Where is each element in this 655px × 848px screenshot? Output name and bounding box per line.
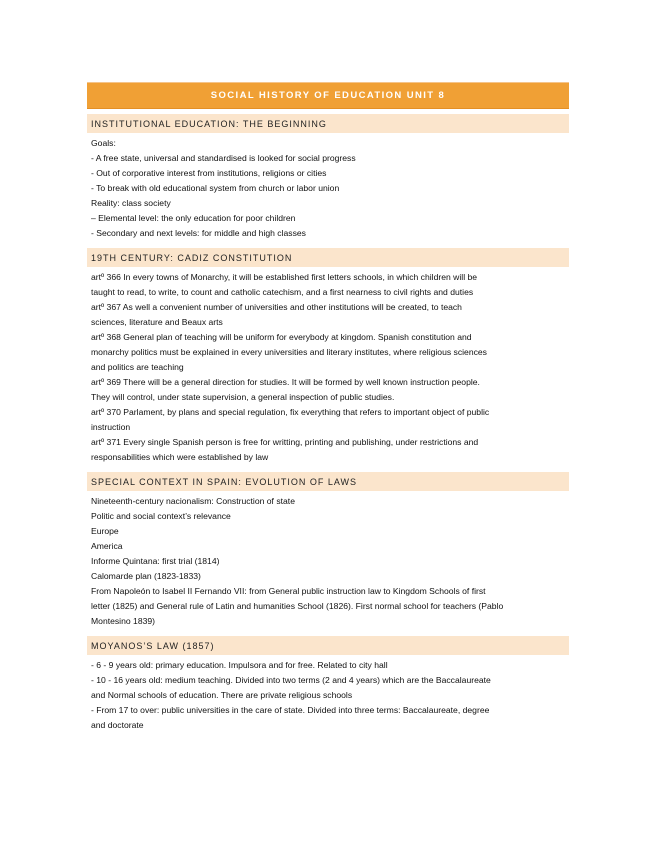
text-line: From Napoleón to Isabel II Fernando VII: from General public instruction law to Kingdom Schools of first [91,586,486,596]
text-line: taught to read, to write, to count and catholic catechism, and a first nearness to civil rights and duties [91,287,474,297]
text-line: Europe [91,526,119,536]
text-line: letter (1825) and General rule of Latin and humanities School (1826). First normal school for teachers (Pablo [91,601,504,611]
text-line: – Elemental level: the only education for poor children [91,213,296,223]
text-line: and Normal schools of education. There are private religious schools [91,690,353,700]
title-banner [87,82,569,109]
text-line: They will control, under state supervision, a general inspection of public studies. [91,392,395,402]
text-line: Nineteenth-century nacionalism: Construction of state [91,496,295,506]
text-line: artº 368 General plan of teaching will be uniform for everybody at kingdom. Spanish constitution and [91,332,472,342]
document-page [87,82,569,733]
section-body-institutional-education [87,133,569,241]
text-line: - 10 - 16 years old: medium teaching. Divided into two terms (2 and 4 years) which are the Baccalaureate [91,675,491,685]
section-heading-cadiz-constitution: 19TH CENTURY: CADIZ CONSTITUTION [87,248,569,267]
text-line: Calomarde plan (1823-1833) [91,571,201,581]
section-body-special-context-spain [87,491,569,629]
section-heading-institutional-education: INSTITUTIONAL EDUCATION: THE BEGINNING [87,114,569,133]
text-line: - 6 - 9 years old: primary education. Impulsora and for free. Related to city hall [91,660,388,670]
text-line: artº 366 In every towns of Monarchy, it will be established first letters schools, in which children will be [91,272,478,282]
text-line: artº 370 Parlament, by plans and special regulation, fix everything that refers to important object of public [91,407,490,417]
text-line: Reality: class society [91,198,171,208]
section-heading-moyanos-law: MOYANOS’S LAW (1857) [87,636,569,655]
text-line: Politic and social context’s relevance [91,511,231,521]
section-heading-special-context-spain: SPECIAL CONTEXT IN SPAIN: EVOLUTION OF LAWS [87,472,569,491]
text-line: Montesino 1839) [91,616,156,626]
text-line: monarchy politics must be explained in every universities and literary institutes, where religious sciences [91,347,487,357]
text-line: - A free state, universal and standardised is looked for social progress [91,153,356,163]
text-line: Goals: [91,138,116,148]
text-line: - Secondary and next levels: for middle and high classes [91,228,306,238]
text-line: artº 367 As well a convenient number of universities and other institutions will be created, to teach [91,302,462,312]
text-line: artº 371 Every single Spanish person is free for writting, printing and publishing, under restrictions and [91,437,479,447]
text-line: instruction [91,422,131,432]
document-title: SOCIAL HISTORY OF EDUCATION UNIT 8 [210,90,446,101]
text-line: America [91,541,123,551]
text-line: responsabilities which were established by law [91,452,269,462]
text-line: - Out of corporative interest from institutions, religions or cities [91,168,327,178]
text-line: sciences, literature and Beaux arts [91,317,223,327]
text-line: and politics are teaching [91,362,184,372]
text-line: - From 17 to over: public universities in the care of state. Divided into three terms: Baccalaureate, degree [91,705,490,715]
text-line: - To break with old educational system from church or labor union [91,183,340,193]
text-line: and doctorate [91,720,144,730]
text-line: Informe Quintana: first trial (1814) [91,556,220,566]
text-line: artº 369 There will be a general direction for studies. It will be formed by well known instruction people. [91,377,480,387]
section-body-cadiz-constitution [87,267,569,465]
section-body-moyanos-law [87,655,569,733]
